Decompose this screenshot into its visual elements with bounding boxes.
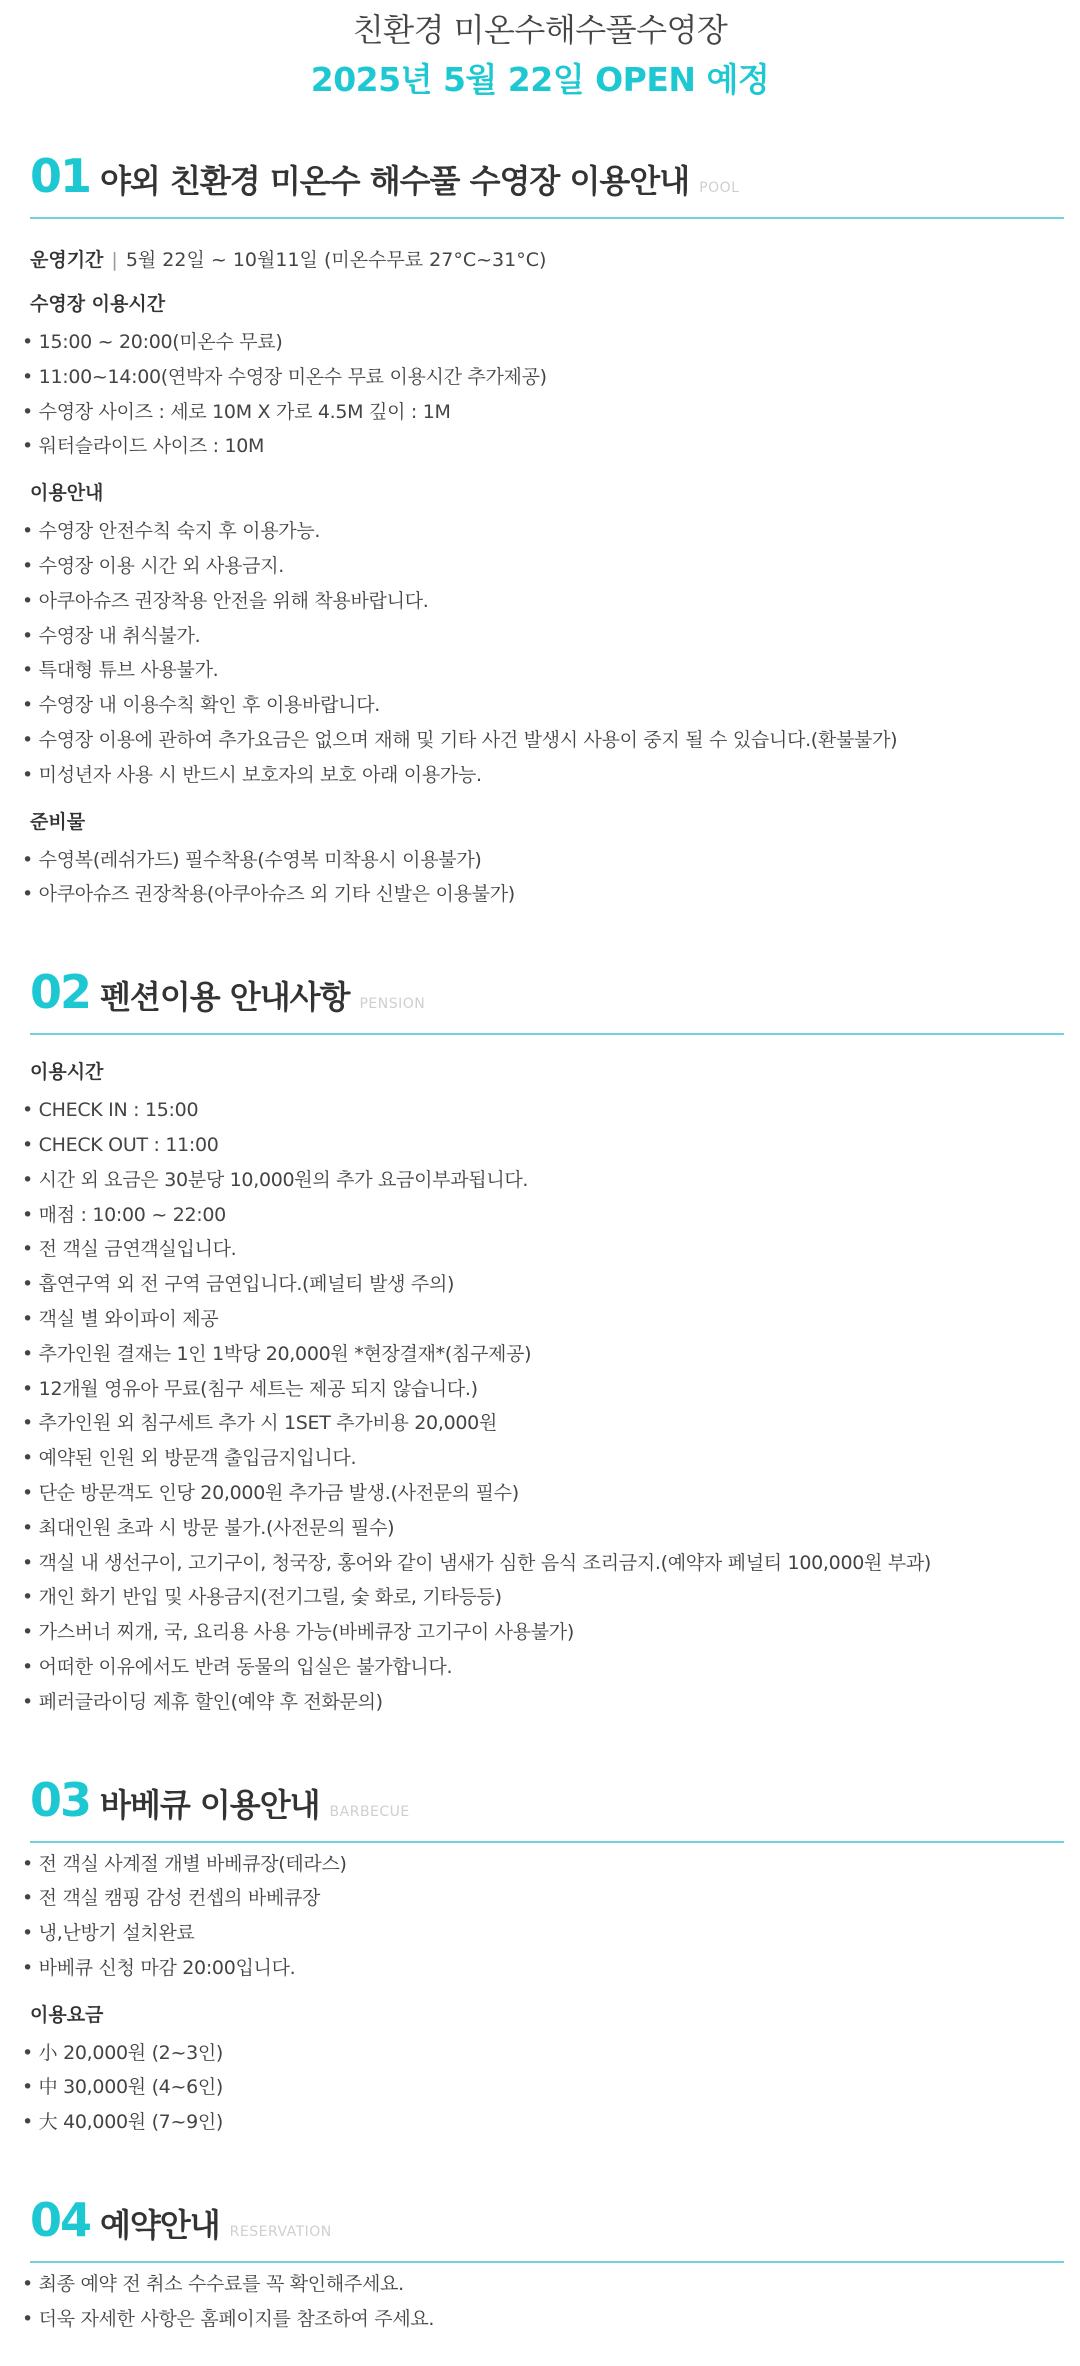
- list-item: • 전 객실 캠핑 감성 컨셉의 바베큐장: [22, 1881, 1064, 1916]
- bullet-list: [22, 514, 1064, 792]
- section-title: 야외 친환경 미온수 해수풀 수영장 이용안내: [100, 162, 690, 200]
- section-en-label: POOL: [699, 180, 740, 196]
- list-item: • 전 객실 사계절 개별 바베큐장(테라스): [22, 1847, 1064, 1882]
- section-reservation: [30, 2190, 1064, 2337]
- list-item: • 시간 외 요금은 30분당 10,000원의 추가 요금이부과됩니다.: [22, 1163, 1064, 1198]
- group-heading: 수영장 이용시간: [30, 293, 166, 315]
- bullet-list: [22, 2036, 1064, 2140]
- list-item: • 예약된 인원 외 방문객 출입금지입니다.: [22, 1441, 1064, 1476]
- section-en-label: RESERVATION: [229, 2224, 332, 2241]
- list-item: • 페러글라이딩 제휴 할인(예약 후 전화문의): [22, 1685, 1064, 1720]
- list-item: • 미성년자 사용 시 반드시 보호자의 보호 아래 이용가능.: [22, 758, 1064, 793]
- operating-period: [30, 245, 1064, 275]
- group-heading: 준비물: [30, 810, 86, 833]
- list-item: • 특대형 튜브 사용불가.: [22, 653, 1064, 688]
- list-item: • 단순 방문객도 인당 20,000원 추가금 발생.(사전문의 필수): [22, 1476, 1064, 1511]
- section-number: 04: [30, 2193, 91, 2248]
- list-item: • 가스버너 찌개, 국, 요리용 사용 가능(바베큐장 고기구이 사용불가): [22, 1615, 1064, 1650]
- bullet-list: [22, 325, 1064, 464]
- list-item: • 小 20,000원 (2~3인): [22, 2036, 1064, 2071]
- list-item: • 흡연구역 외 전 구역 금연입니다.(페널티 발생 주의): [22, 1267, 1064, 1302]
- list-item: • 아쿠아슈즈 권장착용(아쿠아슈즈 외 기타 신발은 이용불가): [22, 877, 1064, 912]
- list-item: • 수영장 내 취식불가.: [22, 619, 1064, 654]
- hero-headline: 2025년 5월 22일 OPEN 예정: [310, 60, 770, 99]
- list-item: • 최종 예약 전 취소 수수료를 꼭 확인해주세요.: [22, 2267, 1064, 2302]
- list-item: • 더욱 자세한 사항은 홈페이지를 참조하여 주세요.: [22, 2302, 1064, 2337]
- group-heading: 이용시간: [30, 1061, 104, 1084]
- section-title: 예약안내: [100, 2206, 220, 2245]
- divider: |: [111, 249, 118, 271]
- list-item: • 수영장 내 이용수칙 확인 후 이용바랍니다.: [22, 688, 1064, 723]
- list-item: • 수영장 사이즈 : 세로 10M X 가로 4.5M 깊이 : 1M: [22, 395, 1064, 430]
- bullet-list: [22, 1847, 1064, 1986]
- period-label: 운영기간: [30, 249, 104, 271]
- section-number: 02: [30, 965, 91, 1020]
- section-number: 01: [30, 149, 91, 203]
- list-item: • 매점 : 10:00 ~ 22:00: [22, 1198, 1064, 1233]
- section-header: [30, 1770, 1064, 1843]
- list-item: • 워터슬라이드 사이즈 : 10M: [22, 429, 1064, 464]
- list-item: • 바베큐 신청 마감 20:00입니다.: [22, 1951, 1064, 1986]
- section-en-label: PENSION: [359, 996, 426, 1013]
- bullet-list: [22, 1093, 1064, 1719]
- list-item: • 객실 내 생선구이, 고기구이, 청국장, 홍어와 같이 냄새가 심한 음식 조리금지.(예약자 페널티 100,000원 부과): [22, 1546, 1064, 1581]
- list-item: • 11:00~14:00(연박자 수영장 미온수 무료 이용시간 추가제공): [22, 360, 1064, 395]
- list-item: • 추가인원 외 침구세트 추가 시 1SET 추가비용 20,000원: [22, 1406, 1064, 1441]
- list-item: • 12개월 영유아 무료(침구 세트는 제공 되지 않습니다.): [22, 1372, 1064, 1407]
- list-item: • 수영장 이용 시간 외 사용금지.: [22, 549, 1064, 584]
- hero-subtitle: 친환경 미온수해수풀수영장: [352, 11, 728, 49]
- period-value: 5월 22일 ~ 10월11일 (미온수무료 27°C~31°C): [125, 249, 547, 271]
- list-item: • 수영장 이용에 관하여 추가요금은 없으며 재해 및 기타 사건 발생시 사용이 중지 될 수 있습니다.(환불불가): [22, 723, 1064, 758]
- list-item: • 수영복(레쉬가드) 필수착용(수영복 미착용시 이용불가): [22, 843, 1064, 878]
- list-item: • 최대인원 초과 시 방문 불가.(사전문의 필수): [22, 1511, 1064, 1546]
- list-item: • 아쿠아슈즈 권장착용 안전을 위해 착용바랍니다.: [22, 584, 1064, 619]
- section-header: [30, 2190, 1064, 2263]
- section-barbecue: [30, 1770, 1064, 2141]
- section-header: [30, 962, 1064, 1035]
- list-item: • 냉,난방기 설치완료: [22, 1916, 1064, 1951]
- list-item: • 15:00 ~ 20:00(미온수 무료): [22, 325, 1064, 360]
- section-pool: [30, 146, 1064, 912]
- section-title: 펜션이용 안내사항: [100, 978, 350, 1017]
- list-item: • 개인 화기 반입 및 사용금지(전기그릴, 숯 화로, 기타등등): [22, 1580, 1064, 1615]
- list-item: • CHECK OUT : 11:00: [22, 1128, 1064, 1163]
- group-heading: 이용안내: [30, 482, 104, 505]
- list-item: • 어떠한 이유에서도 반려 동물의 입실은 불가합니다.: [22, 1650, 1064, 1685]
- list-item: • 中 30,000원 (4~6인): [22, 2070, 1064, 2105]
- list-item: • 객실 별 와이파이 제공: [22, 1302, 1064, 1337]
- list-item: • 추가인원 결재는 1인 1박당 20,000원 *현장결재*(침구제공): [22, 1337, 1064, 1372]
- bullet-list: [22, 2267, 1064, 2337]
- hero-header: [0, 0, 1080, 106]
- section-number: 03: [30, 1772, 91, 1827]
- group-heading: 이용요금: [30, 2003, 104, 2026]
- section-pension: [30, 962, 1064, 1719]
- section-title: 바베큐 이용안내: [100, 1785, 320, 1824]
- list-item: • CHECK IN : 15:00: [22, 1093, 1064, 1128]
- list-item: • 수영장 안전수칙 숙지 후 이용가능.: [22, 514, 1064, 549]
- list-item: • 전 객실 금연객실입니다.: [22, 1232, 1064, 1267]
- section-en-label: BARBECUE: [329, 1803, 410, 1820]
- bullet-list: [22, 843, 1064, 913]
- section-header: [30, 146, 1064, 219]
- list-item: • 大 40,000원 (7~9인): [22, 2105, 1064, 2140]
